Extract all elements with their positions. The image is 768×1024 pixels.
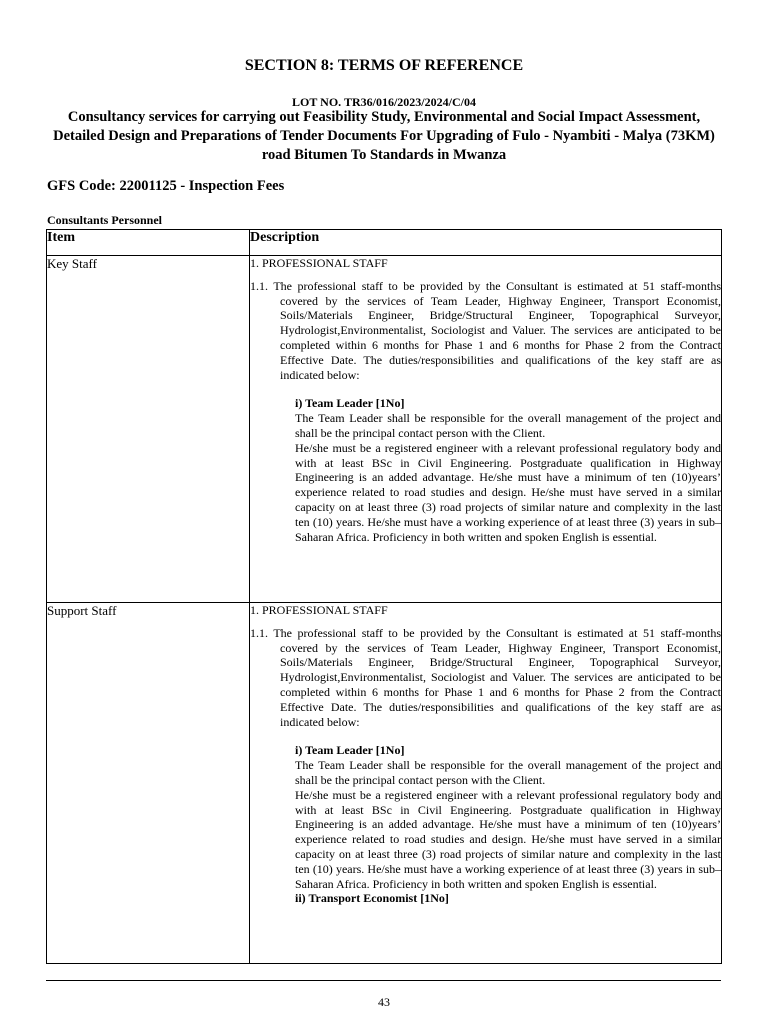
table-header-row (47, 230, 722, 256)
row-item-support-staff: Support Staff (47, 603, 250, 964)
description-heading: 1. PROFESSIONAL STAFF (250, 603, 388, 617)
footer-divider (46, 980, 721, 981)
role-block (295, 396, 721, 544)
page-number: 43 (378, 995, 390, 1009)
personnel-table (46, 229, 722, 964)
role-text: He/she must be a registered engineer with a relevant professional regulatory body and with at least BSc in Civil Engineering. Postgraduate qualification in Highway Engineering is an added advantage. He/she must have a minimum of ten (10)years’ experience related to road studies and design. He/she must have served in a similar capacity on at least three (3) road projects of similar nature and complexity in the last ten (10) years. He/she must have a working experience of at least three (3) years in sub–Saharan Africa. Proficiency in both written and spoken English is essential. (295, 440, 721, 544)
role-block (295, 743, 721, 891)
table-row (47, 256, 722, 603)
personnel-label: Consultants Personnel (47, 213, 163, 227)
role-text: The Team Leader shall be responsible for the overall management of the project and shall be the principal contact person with the Client. (295, 411, 721, 440)
column-header-description: Description (250, 230, 722, 256)
row-description (250, 603, 722, 964)
lot-number: LOT NO. TR36/016/2023/2024/C/04 (292, 95, 476, 109)
next-role-title: ii) Transport Economist [1No] (295, 891, 449, 906)
project-title: Consultancy services for carrying out Feasibility Study, Environmental and Social Impact Assessment, Detailed Design and Preparations of Tender Documents For Upgrading of Fulo - Nyambiti - Malya (73KM) road Bitumen To Standards in Mwanza (53, 109, 715, 163)
description-paragraph: 1.1. The professional staff to be provided by the Consultant is estimated at 51 staff-months covered by the services of Team Leader, Highway Engineer, Transport Economist, Soils/Materials Engineer, Bridge/Structural Engineer, Topographical Surveyor, Hydrologist,Environmentalist, Sociologist and Valuer. The services are anticipated to be completed within 6 months for Phase 1 and 6 months for Phase 2 from the Contract Effective Date. The duties/responsibilities and qualifications of the key staff are as indicated below: (250, 625, 721, 729)
section-title: SECTION 8: TERMS OF REFERENCE (244, 57, 524, 74)
column-header-item: Item (47, 230, 250, 256)
description-heading: 1. PROFESSIONAL STAFF (250, 256, 388, 270)
role-title: i) Team Leader [1No] (295, 743, 405, 758)
row-description (250, 256, 722, 603)
description-paragraph: 1.1. The professional staff to be provided by the Consultant is estimated at 51 staff-months covered by the services of Team Leader, Highway Engineer, Transport Economist, Soils/Materials Engineer, Bridge/Structural Engineer, Topographical Surveyor, Hydrologist,Environmentalist, Sociologist and Valuer. The services are anticipated to be completed within 6 months for Phase 1 and 6 months for Phase 2 from the Contract Effective Date. The duties/responsibilities and qualifications of the key staff are as indicated below: (250, 278, 721, 382)
role-text: He/she must be a registered engineer with a relevant professional regulatory body and with at least BSc in Civil Engineering. Postgraduate qualification in Highway Engineering is an added advantage. He/she must have a minimum of ten (10)years’ experience related to road studies and design. He/she must have served in a similar capacity on at least three (3) road projects of similar nature and complexity in the last ten (10) years. He/she must have a working experience of at least three (3) years in sub–Saharan Africa. Proficiency in both written and spoken English is essential. (295, 787, 721, 891)
role-title: i) Team Leader [1No] (295, 396, 405, 411)
table-row (47, 603, 722, 964)
role-text: The Team Leader shall be responsible for the overall management of the project and shall be the principal contact person with the Client. (295, 758, 721, 787)
row-item-key-staff: Key Staff (47, 256, 250, 603)
gfs-code: GFS Code: 22001125 - Inspection Fees (47, 178, 285, 194)
